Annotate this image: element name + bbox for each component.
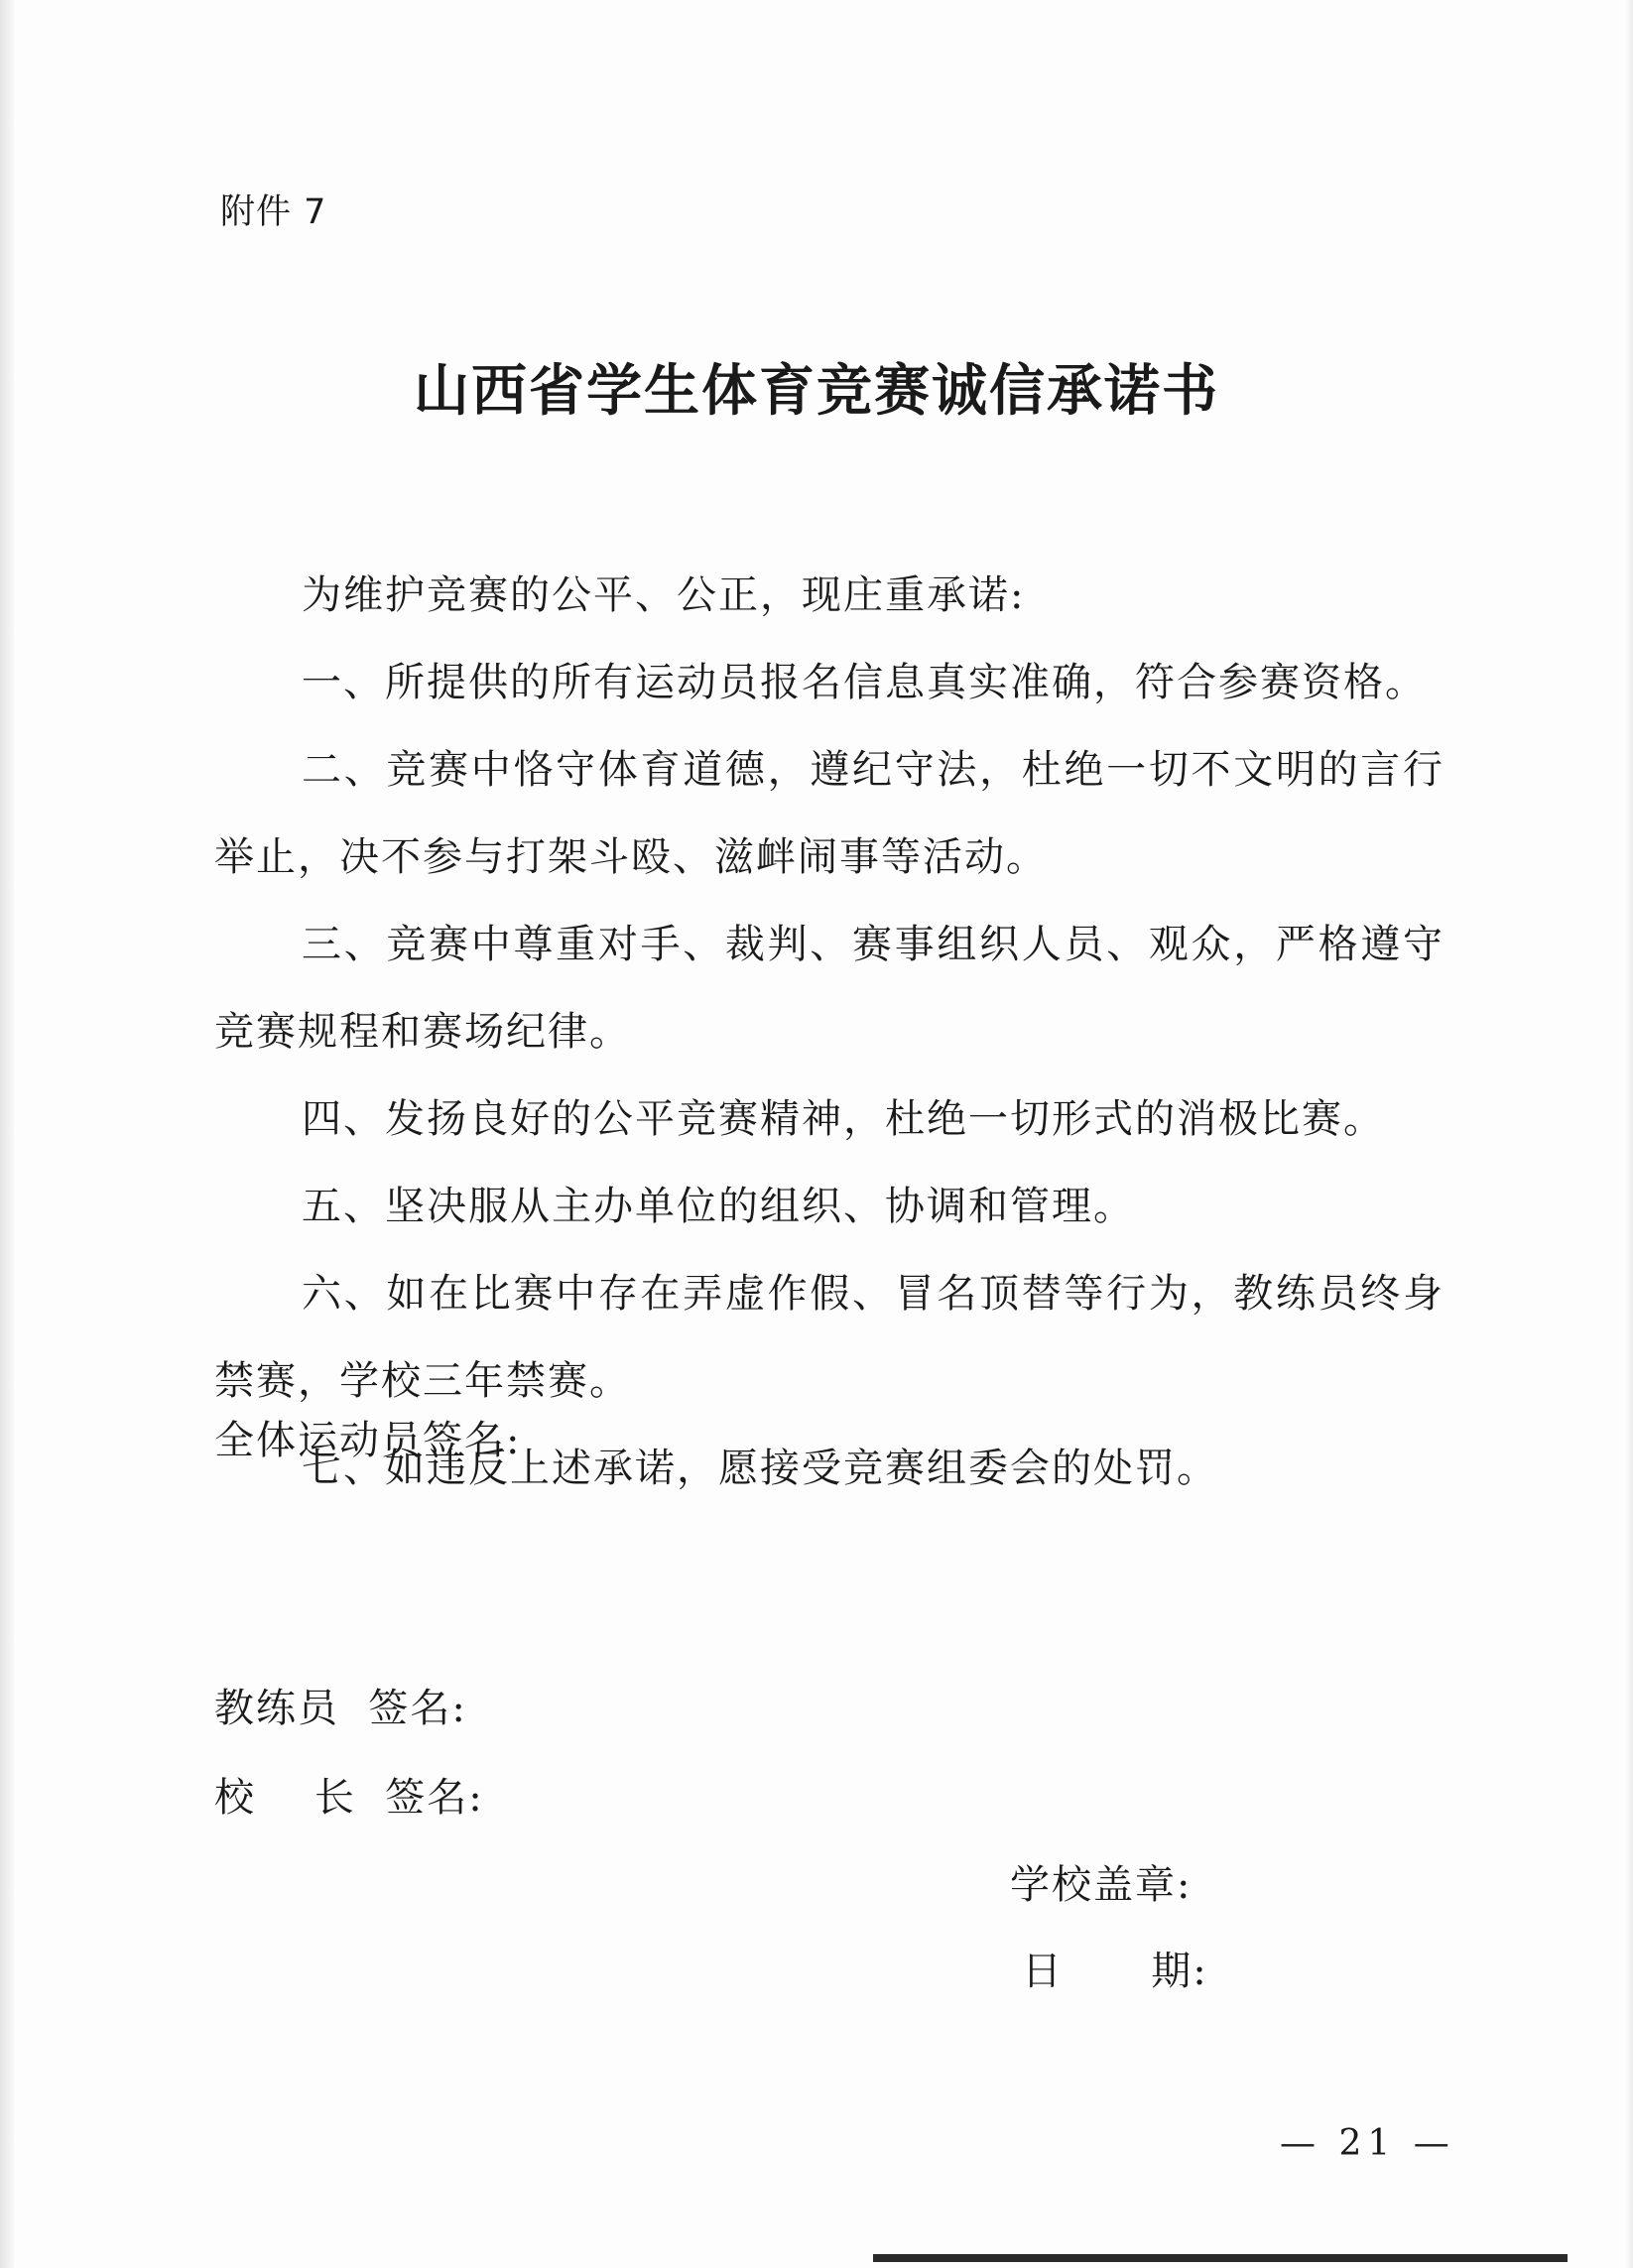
coach-signature-label: 教练员 签名:: [214, 1686, 467, 1731]
scan-edge-right: [1625, 0, 1633, 2268]
attachment-label: 附件 7: [220, 192, 327, 232]
pledge-intro: 为维护竞赛的公平、公正，现庄重承诺:: [302, 572, 1026, 618]
date-label: 日 期:: [1022, 1949, 1208, 1994]
scan-bottom-bar: [873, 2254, 1568, 2262]
school-seal-label: 学校盖章:: [1010, 1862, 1193, 1908]
pledge-item-6: 六、如在比赛中存在弄虚作假、冒名顶替等行为，教练员终身禁赛，学校三年禁赛。: [214, 1271, 1445, 1404]
pledge-body: [214, 552, 1445, 1512]
pledge-item-2: 二、竞赛中恪守体育道德，遵纪守法，杜绝一切不文明的言行举止，决不参与打架斗殴、滋衅闹事等活动。: [214, 747, 1445, 880]
principal-signature-label: 校 长 签名:: [214, 1775, 484, 1821]
athletes-signature-label: 全体运动员签名:: [214, 1418, 522, 1463]
document-title: 山西省学生体育竞赛诚信承诺书: [414, 358, 1219, 424]
scan-edge-left: [0, 0, 14, 2268]
page-number: — 21 —: [1280, 2123, 1455, 2164]
pledge-item-7: 七、如违反上述承诺，愿接受竞赛组委会的处罚。: [302, 1446, 1218, 1491]
pledge-item-1: 一、所提供的所有运动员报名信息真实准确，符合参赛资格。: [302, 660, 1427, 705]
pledge-item-5: 五、坚决服从主办单位的组织、协调和管理。: [302, 1184, 1135, 1229]
pledge-item-3: 三、竞赛中尊重对手、裁判、赛事组织人员、观众，严格遵守竞赛规程和赛场纪律。: [214, 922, 1445, 1055]
pledge-item-4: 四、发扬良好的公平竞赛精神，杜绝一切形式的消极比赛。: [302, 1096, 1385, 1142]
